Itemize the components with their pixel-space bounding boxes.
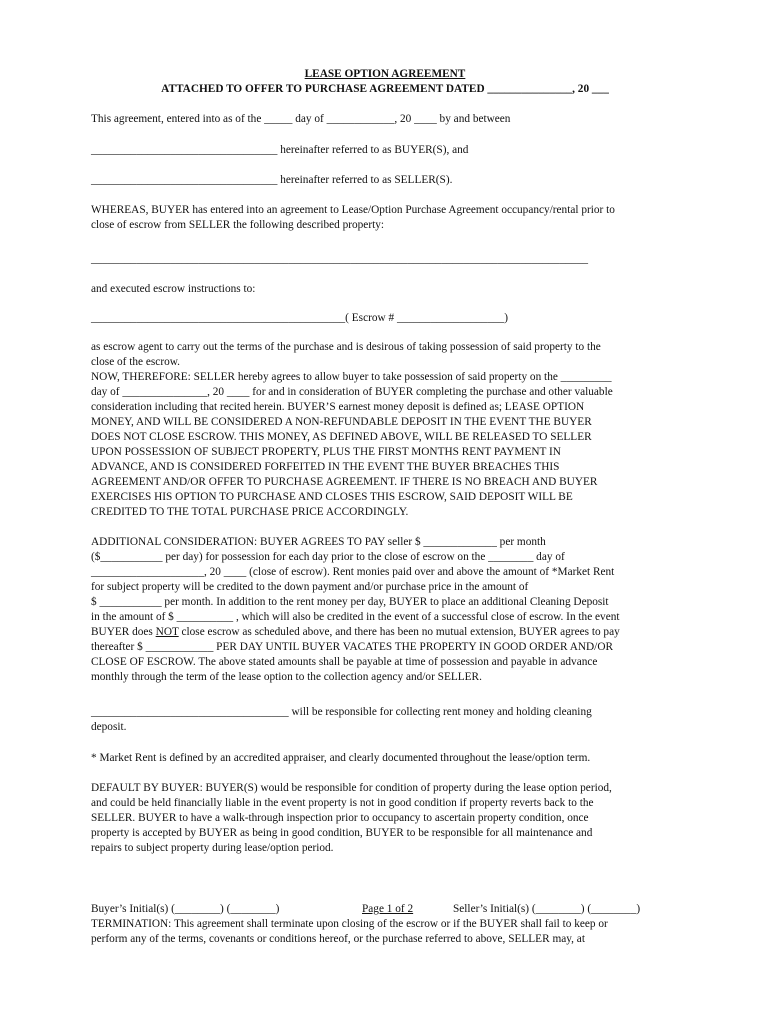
paragraph-line: for subject property will be credited to the down payment and/or purchase price in the amount of <box>91 581 529 593</box>
paragraph-line: ADDITIONAL CONSIDERATION: BUYER AGREES TO PAY seller $ _____________ per month <box>91 536 546 548</box>
paragraph-line: $ ___________ per month. In addition to the rent money per day, BUYER to place an additional Cleaning Deposit <box>91 596 609 608</box>
paragraph-line: thereafter $ ____________ PER DAY UNTIL BUYER VACATES THE PROPERTY IN GOOD ORDER AND/OR <box>91 641 614 653</box>
default-by-buyer-paragraph <box>91 781 691 856</box>
whereas-line: WHEREAS, BUYER has entered into an agreement to Lease/Option Purchase Agreement occupancy/rental prior to <box>91 204 615 216</box>
paragraph-line: MONEY, AND WILL BE CONSIDERED A NON-REFUNDABLE DEPOSIT IN THE EVENT THE BUYER <box>91 416 592 428</box>
paragraph-line: DEFAULT BY BUYER: BUYER(S) would be responsible for condition of property during the lease option period, <box>91 782 612 794</box>
paragraph-line: UPON POSSESSION OF SUBJECT PROPERTY, PLUS THE FIRST MONTHS RENT PAYMENT IN <box>91 446 561 458</box>
paragraph-line: monthly through the term of the lease option to the collection agency and/or SELLER. <box>91 671 482 683</box>
paragraph-line: EXERCISES HIS OPTION TO PURCHASE AND CLOSES THIS ESCROW, SAID DEPOSIT WILL BE <box>91 491 573 503</box>
text-run: close escrow as scheduled above, and there has been no mutual extension, BUYER agrees to pay <box>178 626 620 638</box>
escrow-agent-line: _____________________________________________( Escrow # ___________________) <box>91 312 509 324</box>
paragraph-line <box>91 625 691 640</box>
paragraph-line: DOES NOT CLOSE ESCROW. THIS MONEY, AS DEFINED ABOVE, WILL BE RELEASED TO SELLER <box>91 431 592 443</box>
paragraph-line: CLOSE OF ESCROW. The above stated amounts shall be payable at time of possession and payable in advance <box>91 656 598 668</box>
paragraph-line: ($___________ per day) for possession for each day prior to the close of escrow on the ________ day of <box>91 551 565 563</box>
seller-initials: Seller’s Initial(s) (________) (________) <box>453 903 641 915</box>
paragraph-line: consideration including that recited herein. BUYER’S earnest money deposit is defined as; LEASE OPTION <box>91 401 585 413</box>
property-description-blank: ________________________________________________________________________________________ <box>91 253 589 265</box>
paragraph-line: ___________________________________ will be responsible for collecting rent money and holding cleaning <box>91 706 592 718</box>
rent-collector-paragraph <box>91 705 691 735</box>
paragraph-line: ____________________, 20 ____ (close of escrow). Rent monies paid over and above the amount of *Market Rent <box>91 566 615 578</box>
paragraph-line: CREDITED TO THE TOTAL PURCHASE PRICE ACCORDINGLY. <box>91 506 409 518</box>
paragraph-line: close of the escrow. <box>91 356 180 368</box>
paragraph-line: SELLER. BUYER to have a walk-through inspection prior to occupancy to ascertain property condition, once <box>91 812 589 824</box>
document-subtitle: ATTACHED TO OFFER TO PURCHASE AGREEMENT DATED _______________, 20 ___ <box>161 83 609 95</box>
buyer-name-line: _________________________________ hereinafter referred to as BUYER(S), and <box>91 144 469 156</box>
paragraph-line: in the amount of $ __________ , which will also be credited in the event of a successful close of escrow. In the event <box>91 611 620 623</box>
paragraph-line: and could be held financially liable in the event property is not in good condition if property reverts back to the <box>91 797 594 809</box>
paragraph-line: ADVANCE, AND IS CONSIDERED FORFEITED IN THE EVENT THE BUYER BREACHES THIS <box>91 461 560 473</box>
paragraph-line: NOW, THEREFORE: SELLER hereby agrees to allow buyer to take possession of said property on the _________ <box>91 371 612 383</box>
page-number: Page 1 of 2 <box>362 903 414 915</box>
seller-name-line: _________________________________ hereinafter referred to as SELLER(S). <box>91 174 453 186</box>
market-rent-note: * Market Rent is defined by an accredited appraiser, and clearly documented throughout the lease/option term. <box>91 752 591 764</box>
intro-line-1: This agreement, entered into as of the _____ day of ____________, 20 ____ by and between <box>91 113 511 125</box>
paragraph-line: day of _______________, 20 ____ for and in consideration of BUYER completing the purchase and other valuable <box>91 386 613 398</box>
paragraph-line: perform any of the terms, covenants or conditions hereof, or the purchase referred to above, SELLER may, at <box>91 933 585 945</box>
paragraph-line: deposit. <box>91 721 127 733</box>
initials-footer <box>91 902 691 917</box>
buyer-initials: Buyer’s Initial(s) (________) (________) <box>91 903 280 915</box>
paragraph-line: AGREEMENT AND/OR OFFER TO PURCHASE AGREEMENT. IF THERE IS NO BREACH AND BUYER <box>91 476 598 488</box>
paragraph-line: TERMINATION: This agreement shall terminate upon closing of the escrow or if the BUYER shall fail to keep or <box>91 918 608 930</box>
additional-consideration-paragraph <box>91 535 691 685</box>
possession-paragraph <box>91 340 691 520</box>
paragraph-line: as escrow agent to carry out the terms of the purchase and is desirous of taking possession of said property to the <box>91 341 601 353</box>
paragraph-line: repairs to subject property during lease/option period. <box>91 842 334 854</box>
text-run: BUYER does <box>91 626 156 638</box>
underlined-not: NOT <box>155 626 179 638</box>
whereas-line: close of escrow from SELLER the following described property: <box>91 219 385 231</box>
document-title: LEASE OPTION AGREEMENT <box>304 68 466 80</box>
termination-paragraph <box>91 917 691 947</box>
escrow-instructions-label: and executed escrow instructions to: <box>91 283 256 295</box>
whereas-paragraph <box>91 203 691 233</box>
paragraph-line: property is accepted by BUYER as being in good condition, BUYER to be responsible for all maintenance and <box>91 827 593 839</box>
